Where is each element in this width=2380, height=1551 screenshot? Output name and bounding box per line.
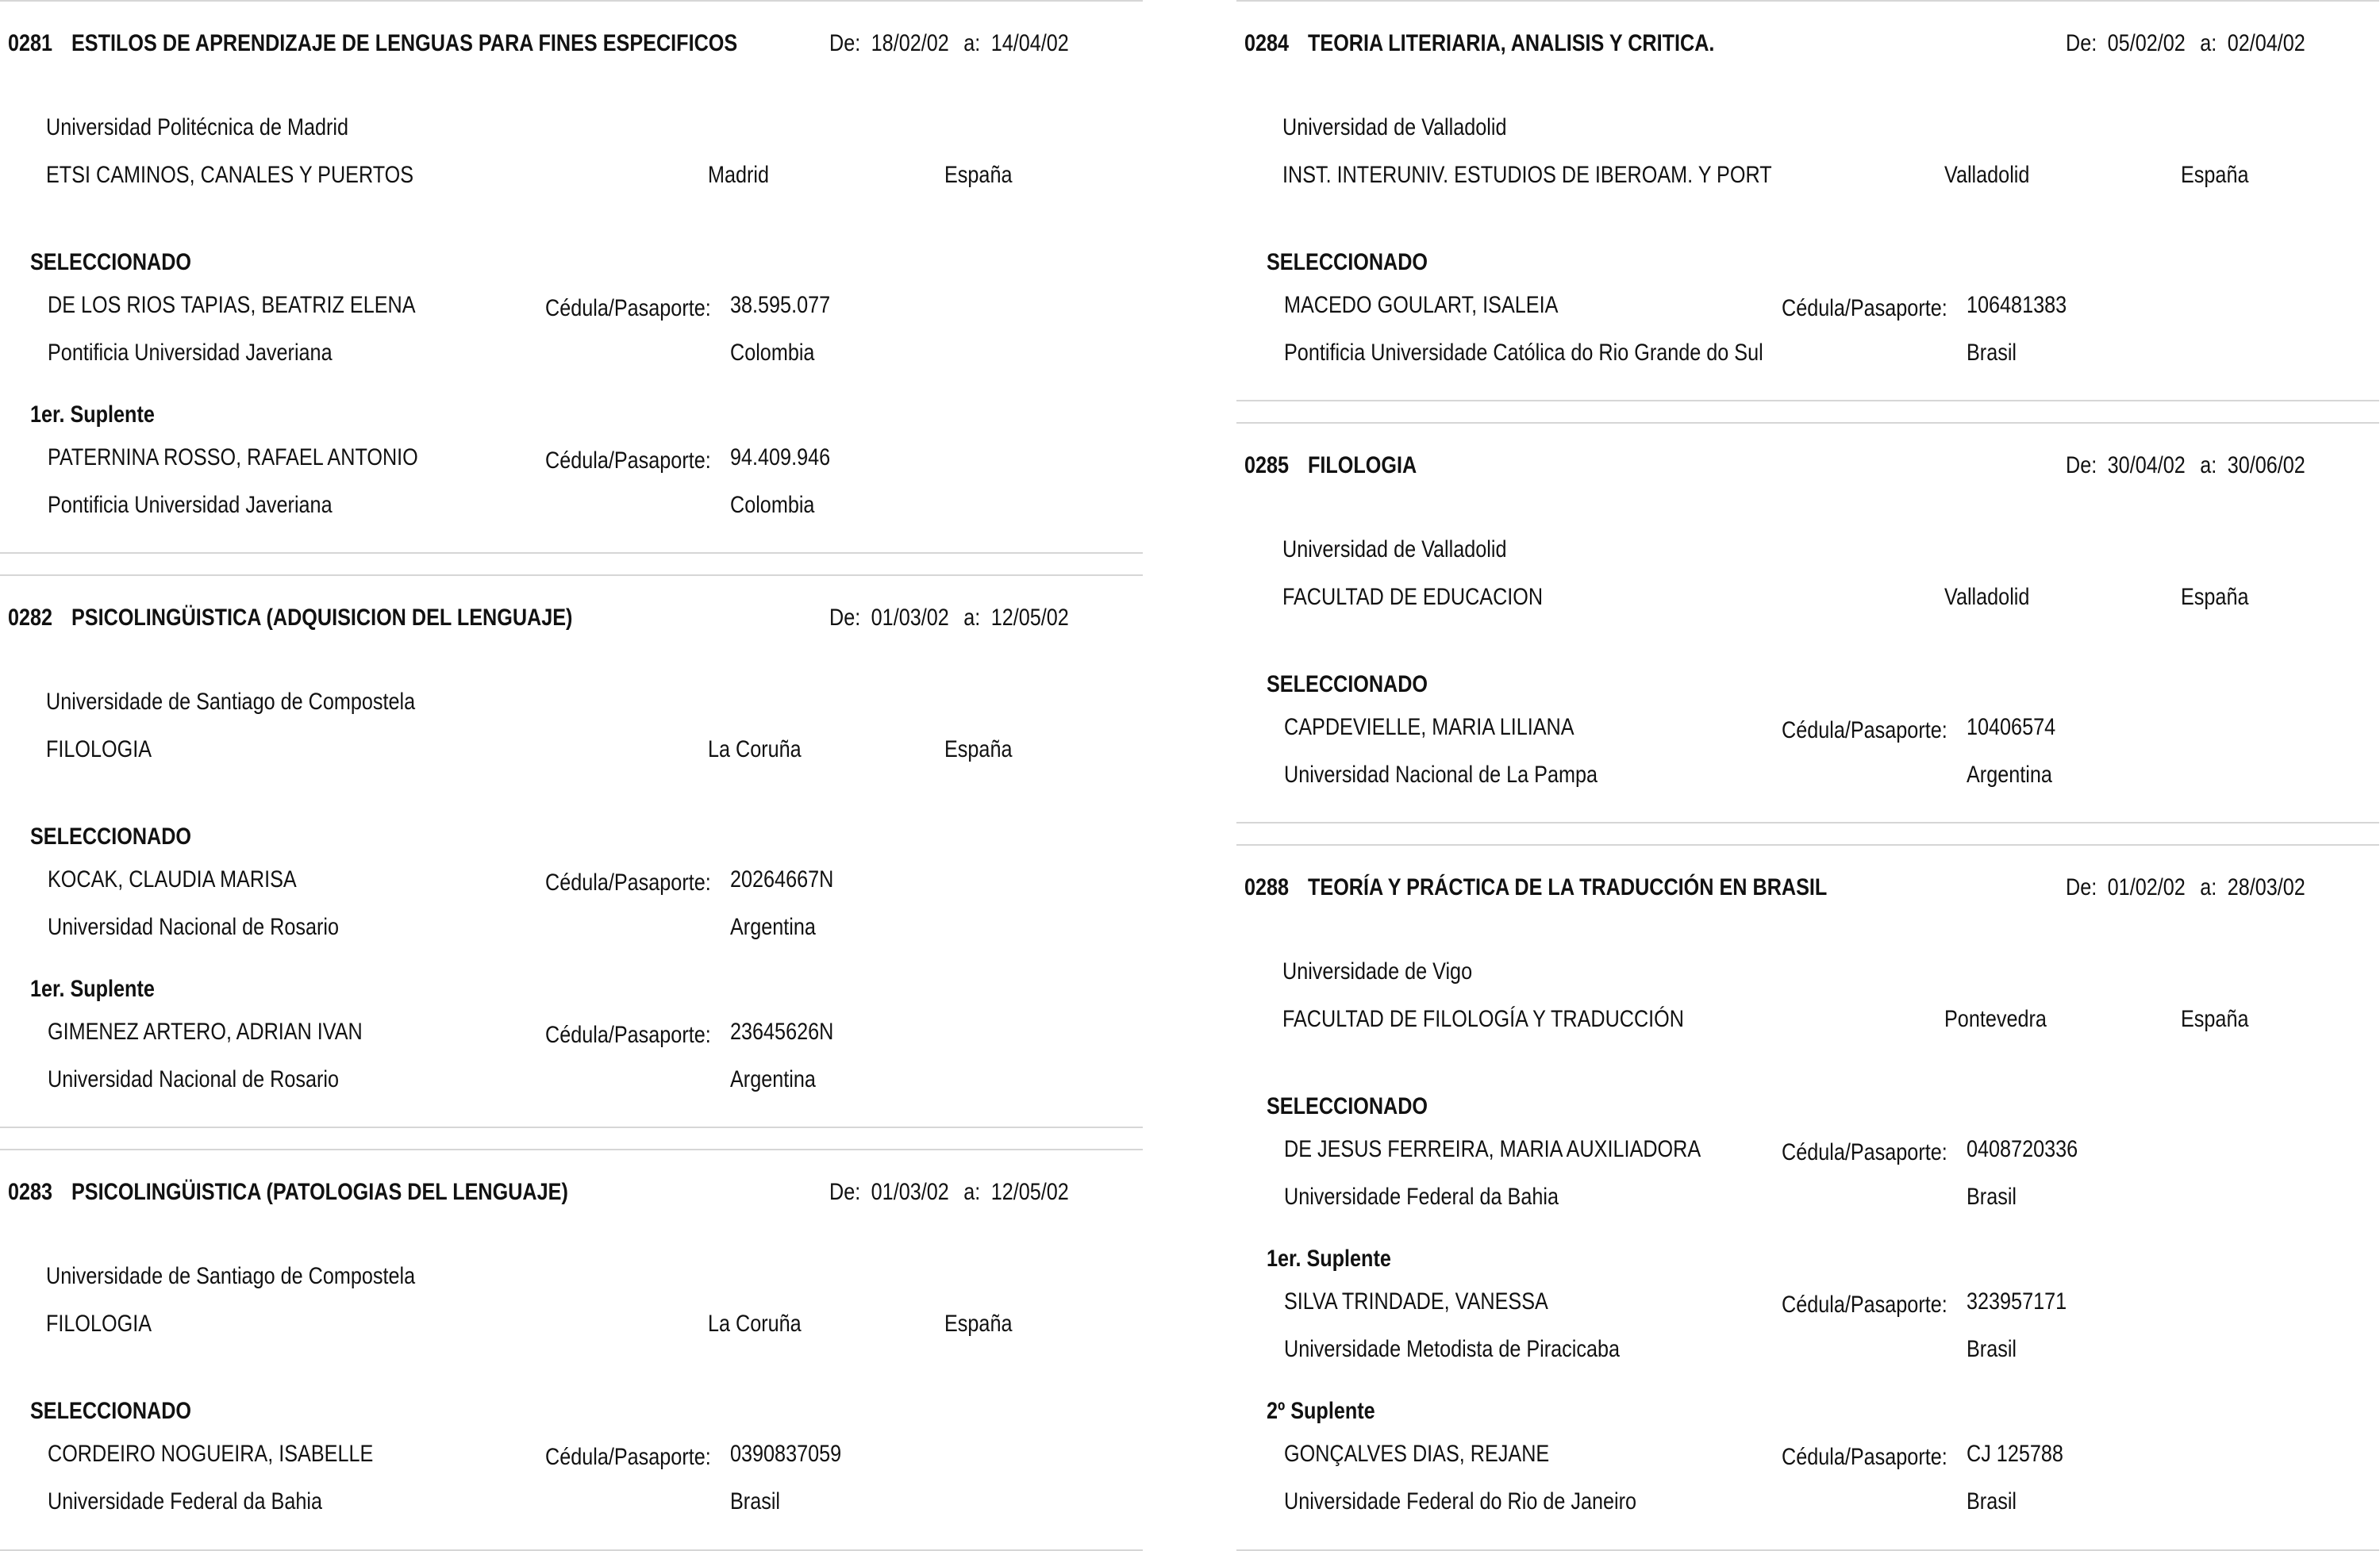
host-city: La Coruña	[708, 1311, 802, 1337]
date-to: 02/04/02	[2227, 30, 2305, 56]
date-to: 30/06/02	[2227, 452, 2305, 478]
date-from-label: De:	[829, 605, 861, 631]
id-label: Cédula/Pasaporte:	[1782, 1444, 1947, 1470]
date-from-label: De:	[2066, 874, 2097, 900]
candidate-name: GONÇALVES DIAS, REJANE	[1284, 1441, 1550, 1467]
host-university: Universidade de Vigo	[1282, 958, 1473, 985]
id-value: 94.409.946	[730, 444, 831, 470]
candidate-role: SELECCIONADO	[30, 823, 192, 850]
course-code: 0283	[8, 1179, 53, 1205]
candidate-role: 2º Suplente	[1267, 1398, 1375, 1424]
candidate-country: Brasil	[1967, 1336, 2017, 1362]
candidate-name: CORDEIRO NOGUEIRA, ISABELLE	[48, 1441, 374, 1467]
host-country: España	[2181, 1006, 2249, 1032]
course-title: ESTILOS DE APRENDIZAJE DE LENGUAS PARA FINES ESPECIFICOS	[71, 30, 738, 56]
course-code: 0288	[1244, 874, 1290, 900]
date-from: 01/03/02	[871, 605, 949, 631]
divider	[0, 1127, 1143, 1128]
candidate-country: Argentina	[1967, 762, 2052, 788]
host-country: España	[944, 736, 1013, 762]
course-dates	[829, 30, 1069, 57]
host-faculty: INST. INTERUNIV. ESTUDIOS DE IBEROAM. Y PORT	[1282, 162, 1772, 188]
id-value: 10406574	[1967, 714, 2056, 740]
candidate-name: KOCAK, CLAUDIA MARISA	[48, 866, 297, 893]
date-from: 01/03/02	[871, 1179, 949, 1205]
candidate-role: SELECCIONADO	[30, 249, 192, 275]
id-label: Cédula/Pasaporte:	[1782, 1139, 1947, 1165]
course-title: TEORIA LITERIARIA, ANALISIS Y CRITICA.	[1308, 30, 1715, 56]
host-country: España	[2181, 584, 2249, 610]
date-to-label: a:	[2200, 452, 2217, 478]
divider	[1236, 400, 2379, 401]
candidate-name: CAPDEVIELLE, MARIA LILIANA	[1284, 714, 1574, 740]
course-block	[1236, 422, 2379, 823]
candidate-name: MACEDO GOULART, ISALEIA	[1284, 292, 1559, 318]
candidate-role: SELECCIONADO	[30, 1398, 192, 1424]
date-from: 30/04/02	[2107, 452, 2186, 478]
id-value: 23645626N	[730, 1019, 834, 1045]
candidate-institution: Pontificia Universidad Javeriana	[48, 340, 333, 366]
host-city: Madrid	[708, 162, 770, 188]
candidate-institution: Universidade Metodista de Piracicaba	[1284, 1336, 1621, 1362]
course-dates	[2066, 452, 2305, 479]
course-code: 0281	[8, 30, 53, 56]
host-university: Universidade de Santiago de Compostela	[46, 689, 416, 715]
id-label: Cédula/Pasaporte:	[545, 870, 711, 896]
date-from-label: De:	[2066, 452, 2097, 478]
course-block	[1236, 844, 2379, 1551]
candidate-role: 1er. Suplente	[1267, 1246, 1391, 1272]
date-to: 28/03/02	[2227, 874, 2305, 900]
candidate-institution: Universidade Federal do Rio de Janeiro	[1284, 1488, 1637, 1515]
id-value: 323957171	[1967, 1288, 2067, 1315]
id-value: 0390837059	[730, 1441, 842, 1467]
candidate-country: Brasil	[1967, 340, 2017, 366]
id-value: 106481383	[1967, 292, 2067, 318]
candidate-name: DE LOS RIOS TAPIAS, BEATRIZ ELENA	[48, 292, 416, 318]
date-to-label: a:	[963, 605, 981, 631]
course-dates	[829, 1179, 1069, 1206]
course-code: 0285	[1244, 452, 1290, 478]
host-faculty: FILOLOGIA	[46, 736, 152, 762]
course-dates	[829, 605, 1069, 632]
host-country: España	[2181, 162, 2249, 188]
course-block	[1236, 0, 2379, 401]
divider	[0, 0, 1143, 2]
host-city: Valladolid	[1944, 584, 2030, 610]
course-block	[0, 1149, 1143, 1551]
course-title: TEORÍA Y PRÁCTICA DE LA TRADUCCIÓN EN BRASIL	[1308, 874, 1828, 900]
course-block	[0, 574, 1143, 1128]
date-to: 14/04/02	[990, 30, 1069, 56]
host-country: España	[944, 1311, 1013, 1337]
course-title: PSICOLINGÜISTICA (PATOLOGIAS DEL LENGUAJE)	[71, 1179, 568, 1205]
candidate-institution: Universidad Nacional de La Pampa	[1284, 762, 1598, 788]
date-from-label: De:	[829, 1179, 861, 1205]
candidate-country: Colombia	[730, 340, 815, 366]
date-from-label: De:	[2066, 30, 2097, 56]
date-from-label: De:	[829, 30, 861, 56]
candidate-country: Argentina	[730, 914, 816, 940]
course-code: 0282	[8, 605, 53, 631]
host-faculty: ETSI CAMINOS, CANALES Y PUERTOS	[46, 162, 414, 188]
course-title: PSICOLINGÜISTICA (ADQUISICION DEL LENGUAJE)	[71, 605, 573, 631]
host-country: España	[944, 162, 1013, 188]
id-value: 20264667N	[730, 866, 834, 893]
divider	[1236, 0, 2379, 2]
id-label: Cédula/Pasaporte:	[1782, 717, 1947, 743]
course-title: FILOLOGIA	[1308, 452, 1417, 478]
divider	[0, 1149, 1143, 1150]
candidate-institution: Universidade Federal da Bahia	[1284, 1184, 1559, 1210]
candidate-role: SELECCIONADO	[1267, 1093, 1428, 1119]
candidate-country: Colombia	[730, 492, 815, 518]
host-university: Universidad de Valladolid	[1282, 114, 1507, 140]
date-to-label: a:	[963, 1179, 981, 1205]
host-faculty: FILOLOGIA	[46, 1311, 152, 1337]
host-university: Universidade de Santiago de Compostela	[46, 1263, 416, 1289]
id-label: Cédula/Pasaporte:	[545, 1022, 711, 1048]
host-city: Valladolid	[1944, 162, 2030, 188]
id-value: CJ 125788	[1967, 1441, 2063, 1467]
candidate-country: Brasil	[730, 1488, 781, 1515]
date-from: 05/02/02	[2107, 30, 2186, 56]
host-city: La Coruña	[708, 736, 802, 762]
candidate-country: Brasil	[1967, 1488, 2017, 1515]
candidate-country: Brasil	[1967, 1184, 2017, 1210]
candidate-role: SELECCIONADO	[1267, 671, 1428, 697]
divider	[1236, 822, 2379, 823]
course-block	[0, 0, 1143, 554]
date-to: 12/05/02	[990, 1179, 1069, 1205]
divider	[0, 574, 1143, 576]
host-city: Pontevedra	[1944, 1006, 2047, 1032]
candidate-institution: Pontificia Universidade Católica do Rio Grande do Sul	[1284, 340, 1763, 366]
course-code: 0284	[1244, 30, 1290, 56]
date-from: 01/02/02	[2107, 874, 2186, 900]
candidate-institution: Universidad Nacional de Rosario	[48, 914, 339, 940]
host-faculty: FACULTAD DE EDUCACION	[1282, 584, 1544, 610]
host-faculty: FACULTAD DE FILOLOGÍA Y TRADUCCIÓN	[1282, 1006, 1684, 1032]
date-to: 12/05/02	[990, 605, 1069, 631]
candidate-institution: Universidade Federal da Bahia	[48, 1488, 323, 1515]
divider	[1236, 844, 2379, 846]
id-value: 38.595.077	[730, 292, 831, 318]
candidate-role: SELECCIONADO	[1267, 249, 1428, 275]
course-dates	[2066, 874, 2305, 901]
candidate-role: 1er. Suplente	[30, 976, 155, 1002]
id-value: 0408720336	[1967, 1136, 2078, 1162]
candidate-role: 1er. Suplente	[30, 401, 155, 428]
date-to-label: a:	[2200, 30, 2217, 56]
candidate-institution: Pontificia Universidad Javeriana	[48, 492, 333, 518]
divider	[1236, 422, 2379, 424]
course-dates	[2066, 30, 2305, 57]
host-university: Universidad de Valladolid	[1282, 536, 1507, 562]
candidate-name: GIMENEZ ARTERO, ADRIAN IVAN	[48, 1019, 363, 1045]
candidate-institution: Universidad Nacional de Rosario	[48, 1066, 339, 1092]
date-to-label: a:	[963, 30, 981, 56]
id-label: Cédula/Pasaporte:	[545, 295, 711, 321]
date-from: 18/02/02	[871, 30, 949, 56]
candidate-name: DE JESUS FERREIRA, MARIA AUXILIADORA	[1284, 1136, 1701, 1162]
candidate-name: SILVA TRINDADE, VANESSA	[1284, 1288, 1548, 1315]
divider	[0, 552, 1143, 554]
id-label: Cédula/Pasaporte:	[1782, 295, 1947, 321]
id-label: Cédula/Pasaporte:	[545, 1444, 711, 1470]
id-label: Cédula/Pasaporte:	[545, 447, 711, 474]
candidate-name: PATERNINA ROSSO, RAFAEL ANTONIO	[48, 444, 418, 470]
date-to-label: a:	[2200, 874, 2217, 900]
host-university: Universidad Politécnica de Madrid	[46, 114, 348, 140]
id-label: Cédula/Pasaporte:	[1782, 1292, 1947, 1318]
candidate-country: Argentina	[730, 1066, 816, 1092]
